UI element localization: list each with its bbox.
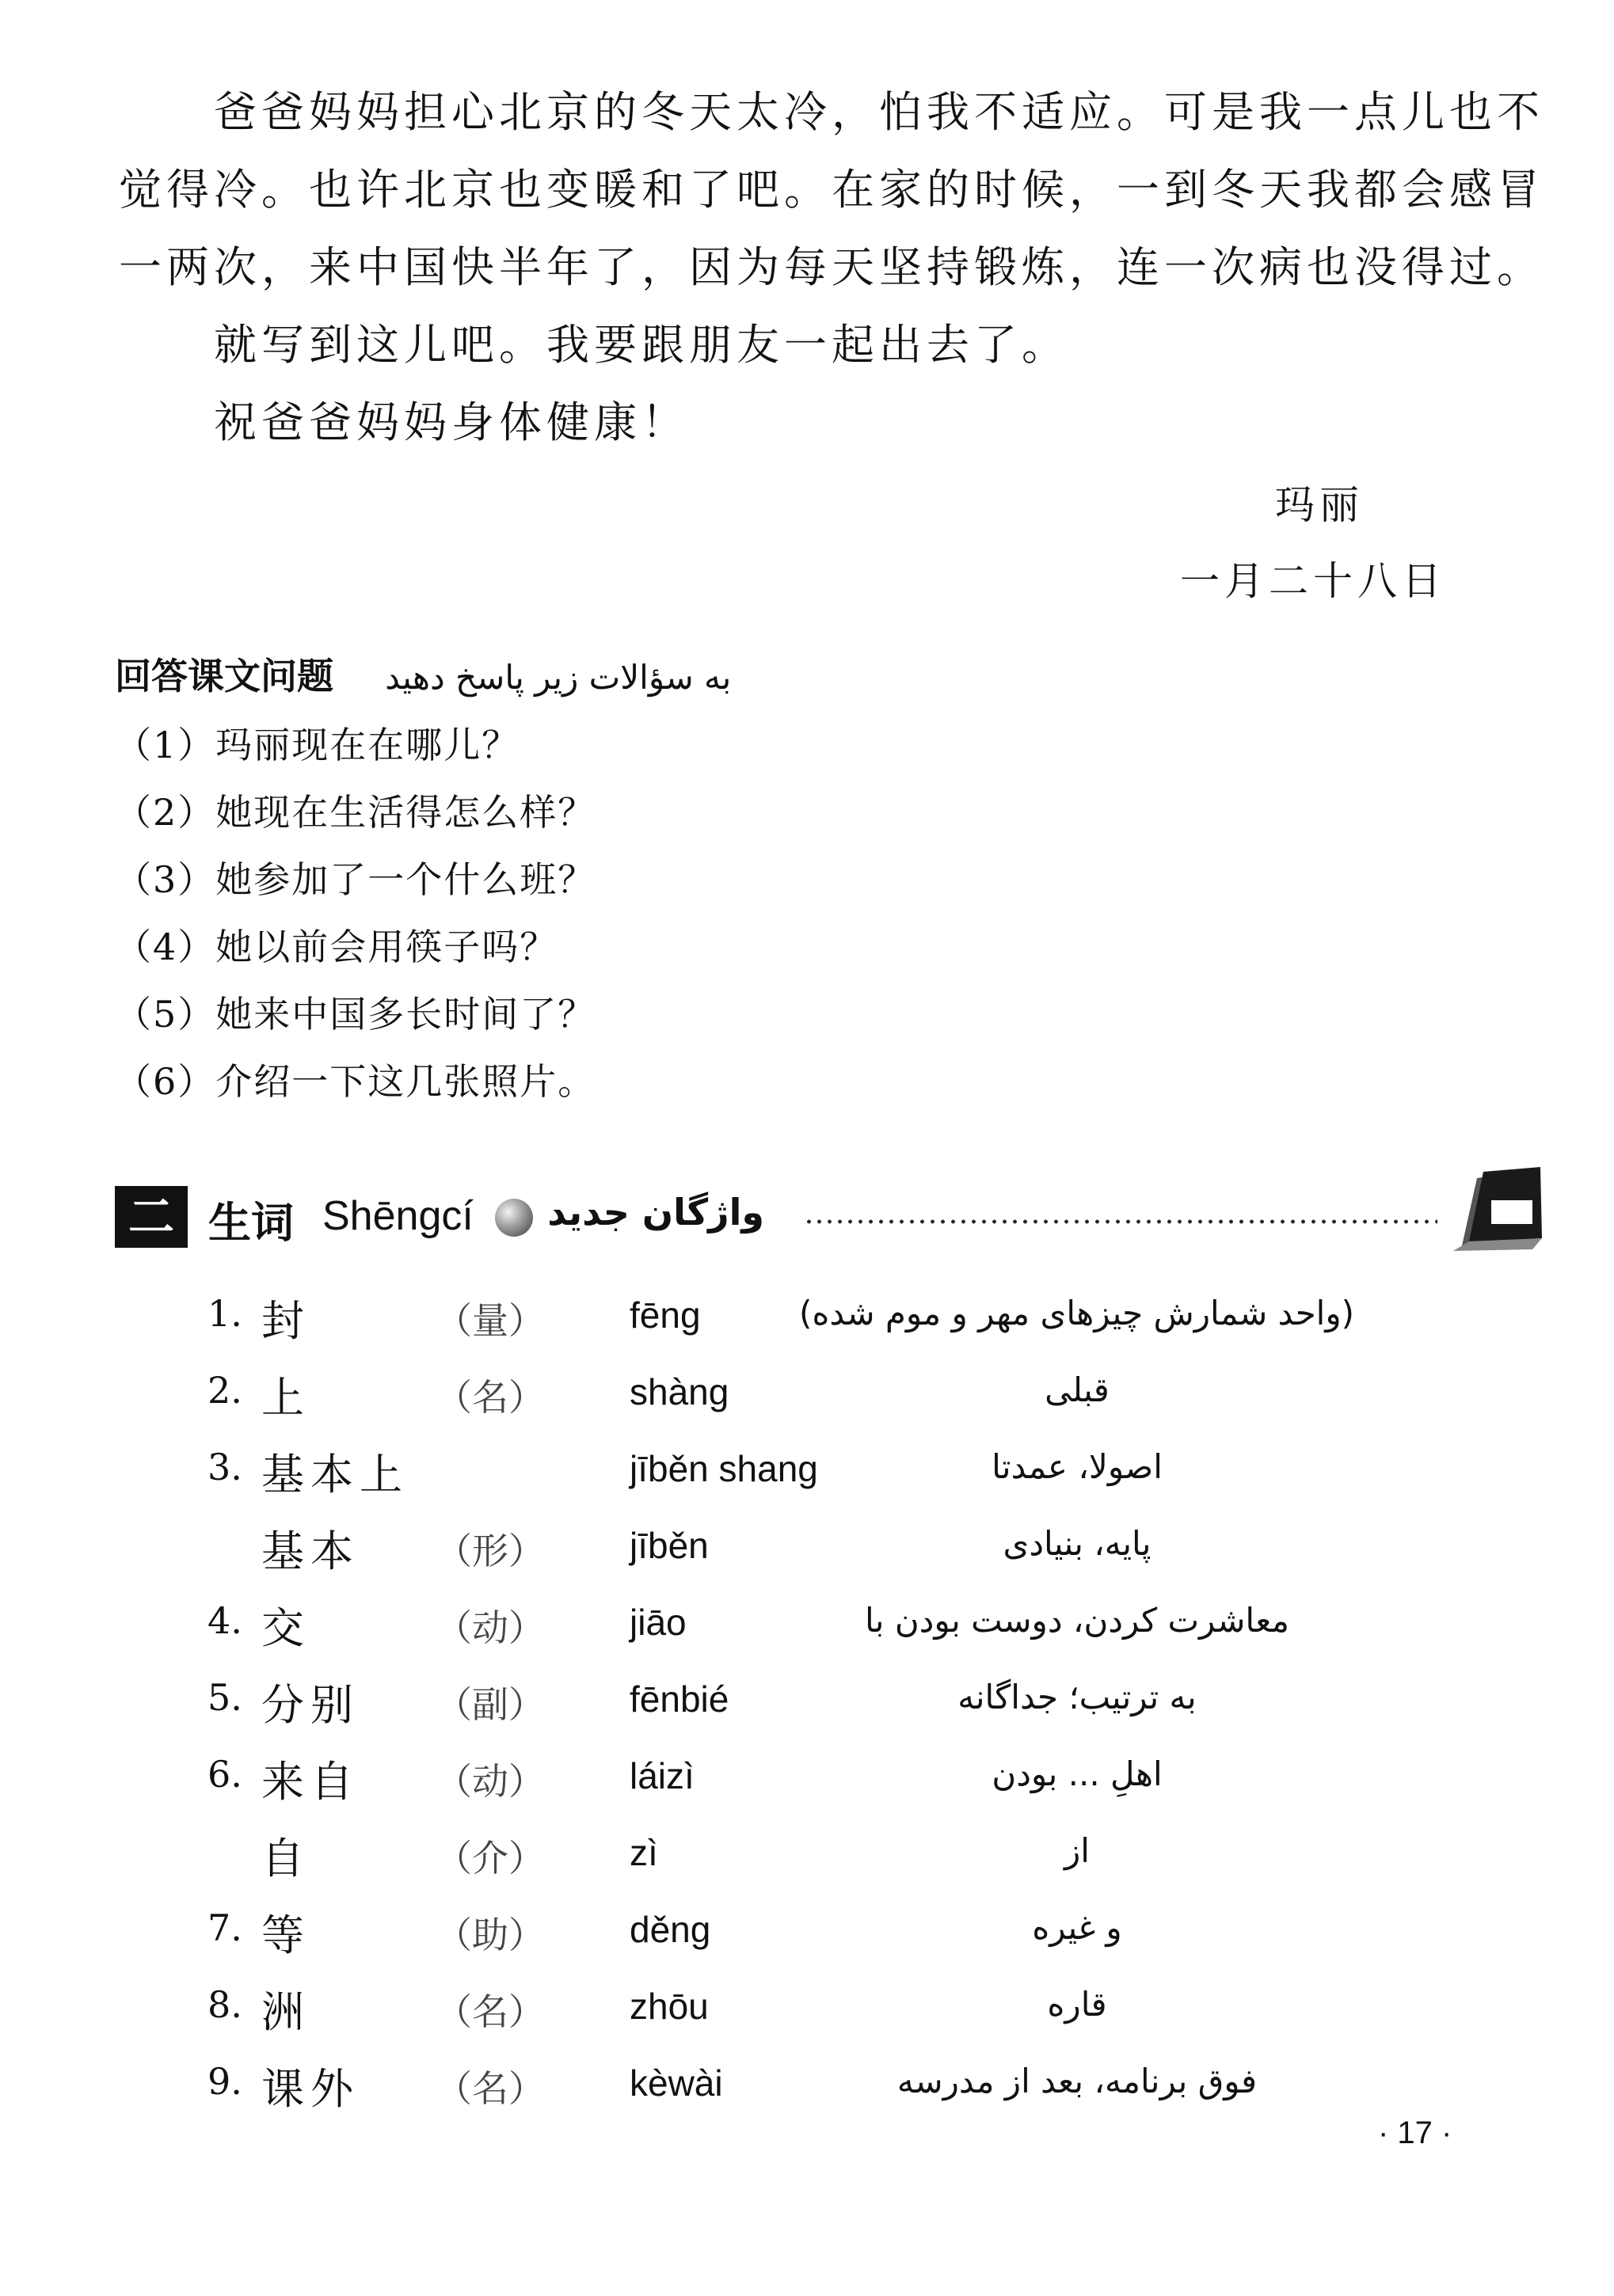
vocab-number: 2. [207,1369,242,1412]
vocab-number: 1. [207,1292,242,1335]
vocab-meaning: از [1064,1831,1090,1870]
vocab-word: 课外 [261,2064,360,2114]
vocab-pinyin: shàng [630,1371,729,1412]
vocab-word: 基本 [261,1526,360,1576]
letter-date: 一月二十八日 [1180,558,1446,604]
vocab-pinyin: jiāo [630,1602,687,1643]
questions-heading-fa: به سؤالات زیر پاسخ دهید [385,658,732,697]
questions-heading-zh: 回答课文问题 [115,655,333,698]
vocab-number: 4. [207,1599,242,1642]
vocab-pinyin: fēng [630,1294,701,1336]
vocab-pinyin: jīběn [630,1525,709,1566]
vocab-pos: （助） [436,1914,545,1956]
vocab-meaning: قبلی [1045,1370,1110,1409]
vocab-meaning: و غیره [1032,1908,1122,1947]
vocab-pos: （动） [436,1606,545,1649]
vocab-pinyin: láizì [630,1755,695,1796]
vocab-row [0,1518,1614,1581]
vocab-meaning: قاره [1047,1985,1107,2024]
letter-line: 爸爸妈妈担心北京的冬天太冷，怕我不适应。可是我一点儿也不 [119,87,1544,137]
vocab-pos: （形） [436,1530,545,1572]
vocab-pinyin: zhōu [630,1986,709,2027]
vocab-pos: （副） [436,1683,545,1726]
vocab-number: 9. [207,2060,242,2103]
vocab-number: 8. [207,1983,242,2026]
letter-line: 一两次，来中国快半年了，因为每天坚持锻炼，连一次病也没得过。 [119,242,1544,292]
vocab-row [0,1825,1614,1888]
vocab-pinyin: jīběn shang [630,1448,818,1489]
vocab-meaning: معاشرت کردن، دوست بودن با [865,1601,1289,1640]
section-title-zh: 生词 [208,1198,294,1248]
section-title-pinyin: Shēngcí [322,1193,474,1239]
vocab-row [0,1902,1614,1965]
letter-signature: 玛丽 [1275,482,1364,528]
vocab-meaning: به ترتیب؛ جداگانه [957,1678,1197,1716]
vocab-row [0,1364,1614,1427]
page-number: · 17 · [1378,2115,1452,2150]
vocab-pinyin: fēnbié [630,1678,729,1720]
vocab-word: 基本上 [261,1450,409,1500]
vocab-meaning: فوق برنامه، بعد از مدرسه [896,2062,1258,2100]
letter-line: 祝爸爸妈妈身体健康！ [119,397,689,447]
vocab-word: 交 [261,1603,310,1653]
vocab-meaning: پایه، بنیادی [1003,1524,1151,1563]
vocab-number: 6. [207,1753,242,1796]
vocab-meaning: (واحد شمارش چیزهای مهر و موم شده) [798,1294,1354,1332]
vocab-row [0,1979,1614,2042]
question-item: （5）她来中国多长时间了？ [115,993,596,1036]
vocab-row [0,1671,1614,1735]
section-title-fa: واژگان جدید [547,1191,764,1234]
question-item: （2）她现在生活得怎么样？ [115,791,596,834]
question-item: （6）介绍一下这几张照片。 [115,1060,596,1103]
vocab-pinyin: děng [630,1909,711,1950]
letter-line: 就写到这儿吧。我要跟朋友一起出去了。 [119,320,1069,370]
questions-heading [115,648,731,700]
vocab-section-header [115,1186,1525,1248]
vocab-word: 等 [261,1910,310,1960]
vocab-pos: （名） [436,1990,545,2033]
vocab-pos: （介） [436,1837,545,1880]
vocab-word: 来自 [261,1757,360,1807]
vocab-row [0,1287,1614,1351]
vocab-word: 上 [261,1373,310,1423]
question-item: （4）她以前会用筷子吗？ [115,926,558,968]
section-bullet-icon [495,1199,533,1237]
section-number: 二 [115,1186,188,1248]
vocab-row [0,1441,1614,1504]
dotted-leader [804,1219,1437,1224]
vocab-number: 3. [207,1446,242,1488]
question-item: （3）她参加了一个什么班？ [115,858,596,901]
vocab-meaning: اهلِ ... بودن [992,1754,1163,1793]
vocab-number: 7. [207,1906,242,1949]
notebook-icon [1453,1162,1548,1256]
vocab-meaning: اصولا، عمدتا [992,1447,1163,1486]
vocab-word: 自 [261,1834,310,1884]
question-item: （1）玛丽现在在哪儿？ [115,724,520,766]
vocab-pos: （名） [436,2067,545,2110]
vocab-word: 分别 [261,1680,360,1730]
vocab-row [0,1748,1614,1811]
vocab-row [0,1595,1614,1658]
vocab-pos: （动） [436,1760,545,1803]
vocab-pos: （名） [436,1376,545,1419]
vocab-number: 5. [207,1676,242,1719]
vocab-row [0,2055,1614,2119]
letter-line: 觉得冷。也许北京也变暖和了吧。在家的时候，一到冬天我都会感冒 [119,165,1544,215]
vocab-word: 洲 [261,1987,310,2037]
vocab-word: 封 [261,1296,310,1346]
vocab-pinyin: zì [630,1832,658,1873]
vocab-pos: （量） [436,1299,545,1342]
vocab-pinyin: kèwài [630,2062,723,2104]
